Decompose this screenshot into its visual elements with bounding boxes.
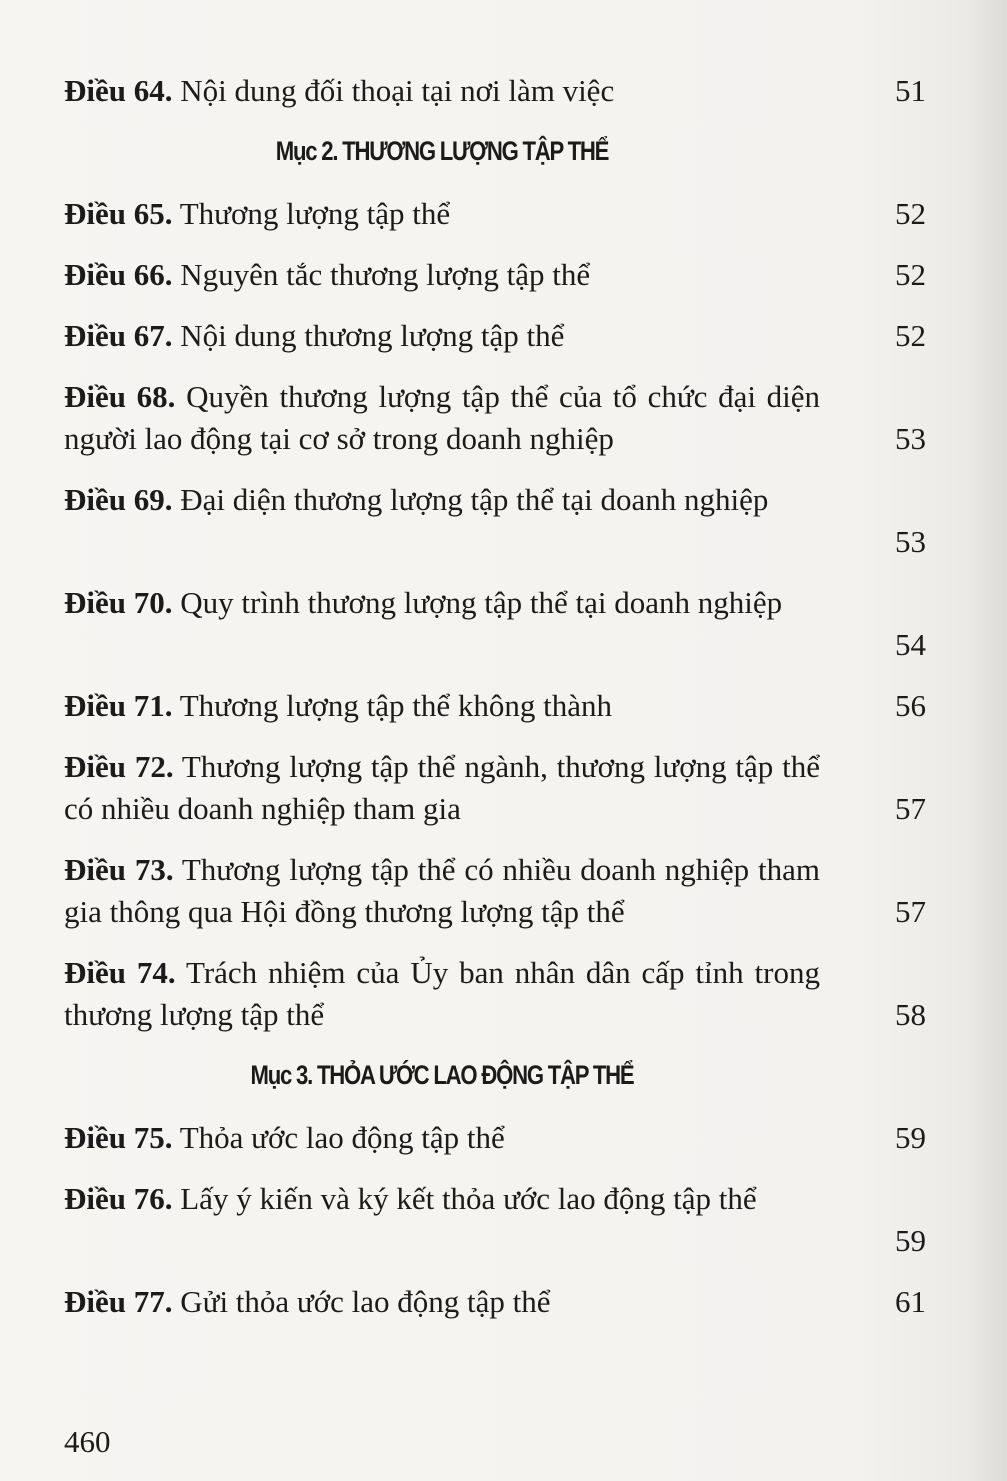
page-number: 57: [895, 894, 926, 929]
toc-entry-64: [64, 70, 926, 112]
page-number: 54: [895, 627, 926, 662]
toc-entry-75: [64, 1117, 926, 1159]
article-title: Thương lượng tập thể có nhiều doanh nghiệp tham gia thông qua Hội đồng thương lượng tập thể: [64, 852, 820, 929]
article-title: Thương lượng tập thể ngành, thương lượng tập thể có nhiều doanh nghiệp tham gia: [64, 749, 820, 826]
toc-entry-74: [64, 952, 926, 1036]
toc-entry-70: [64, 582, 926, 666]
article-number: Điều 72.: [64, 749, 174, 784]
article-number: Điều 69.: [64, 482, 173, 517]
section-heading-3: Mục 3. THỎA ƯỚC LAO ĐỘNG TẬP THỂ: [250, 1060, 634, 1090]
article-number: Điều 71.: [64, 688, 173, 723]
article-title: Đại diện thương lượng tập thể tại doanh nghiệp: [180, 482, 769, 517]
toc-entry-73: [64, 849, 926, 933]
article-number: Điều 75.: [64, 1120, 173, 1155]
toc-entry-69: [64, 479, 926, 563]
article-title: Nội dung đối thoại tại nơi làm việc: [180, 73, 615, 108]
toc-entry-65: [64, 193, 926, 235]
page-number: 51: [895, 73, 926, 108]
section-heading-2: Mục 2. THƯƠNG LƯỢNG TẬP THỂ: [275, 136, 609, 166]
page-number: 53: [895, 421, 926, 456]
article-title: Nguyên tắc thương lượng tập thể: [180, 257, 591, 292]
article-number: Điều 73.: [64, 852, 174, 887]
table-of-contents: [64, 70, 926, 1342]
article-number: Điều 77.: [64, 1284, 173, 1319]
page-number: 58: [895, 997, 926, 1032]
article-title: Quy trình thương lượng tập thể tại doanh nghiệp: [180, 585, 783, 620]
article-title: Trách nhiệm của Ủy ban nhân dân cấp tỉnh trong thương lượng tập thể: [64, 955, 820, 1032]
article-number: Điều 66.: [64, 257, 173, 292]
article-number: Điều 68.: [64, 379, 176, 414]
article-title: Gửi thỏa ước lao động tập thể: [180, 1284, 551, 1319]
article-title: Thỏa ước lao động tập thể: [179, 1120, 505, 1155]
toc-entry-71: [64, 685, 926, 727]
article-title: Quyền thương lượng tập thể của tổ chức đại diện người lao động tại cơ sở trong doanh nghiệp: [64, 379, 821, 456]
article-number: Điều 76.: [64, 1181, 173, 1216]
page-number: 52: [895, 257, 926, 292]
toc-entry-77: [64, 1281, 926, 1323]
article-number: Điều 64.: [64, 73, 173, 108]
toc-entry-76: [64, 1178, 926, 1262]
page-number: 61: [895, 1284, 926, 1319]
article-title: Lấy ý kiến và ký kết thỏa ước lao động tập thể: [180, 1181, 757, 1216]
page-number: 52: [895, 318, 926, 353]
page-number: 59: [895, 1223, 926, 1258]
page-folio: 460: [64, 1424, 111, 1459]
article-title: Thương lượng tập thể không thành: [179, 688, 613, 723]
article-title: Thương lượng tập thể: [179, 196, 451, 231]
article-title: Nội dung thương lượng tập thể: [180, 318, 565, 353]
article-number: Điều 67.: [64, 318, 173, 353]
toc-entry-68: [64, 376, 926, 460]
toc-entry-67: [64, 315, 926, 357]
toc-entry-66: [64, 254, 926, 296]
article-number: Điều 74.: [64, 955, 176, 990]
article-number: Điều 65.: [64, 196, 173, 231]
article-number: Điều 70.: [64, 585, 173, 620]
toc-entry-text: [64, 70, 820, 112]
page-number: 57: [895, 791, 926, 826]
page-edge-shadow: [967, 0, 1007, 1481]
page-number: 56: [895, 688, 926, 723]
page-number: 52: [895, 196, 926, 231]
page-number: 59: [895, 1120, 926, 1155]
toc-entry-72: [64, 746, 926, 830]
page-number: 53: [895, 524, 926, 559]
